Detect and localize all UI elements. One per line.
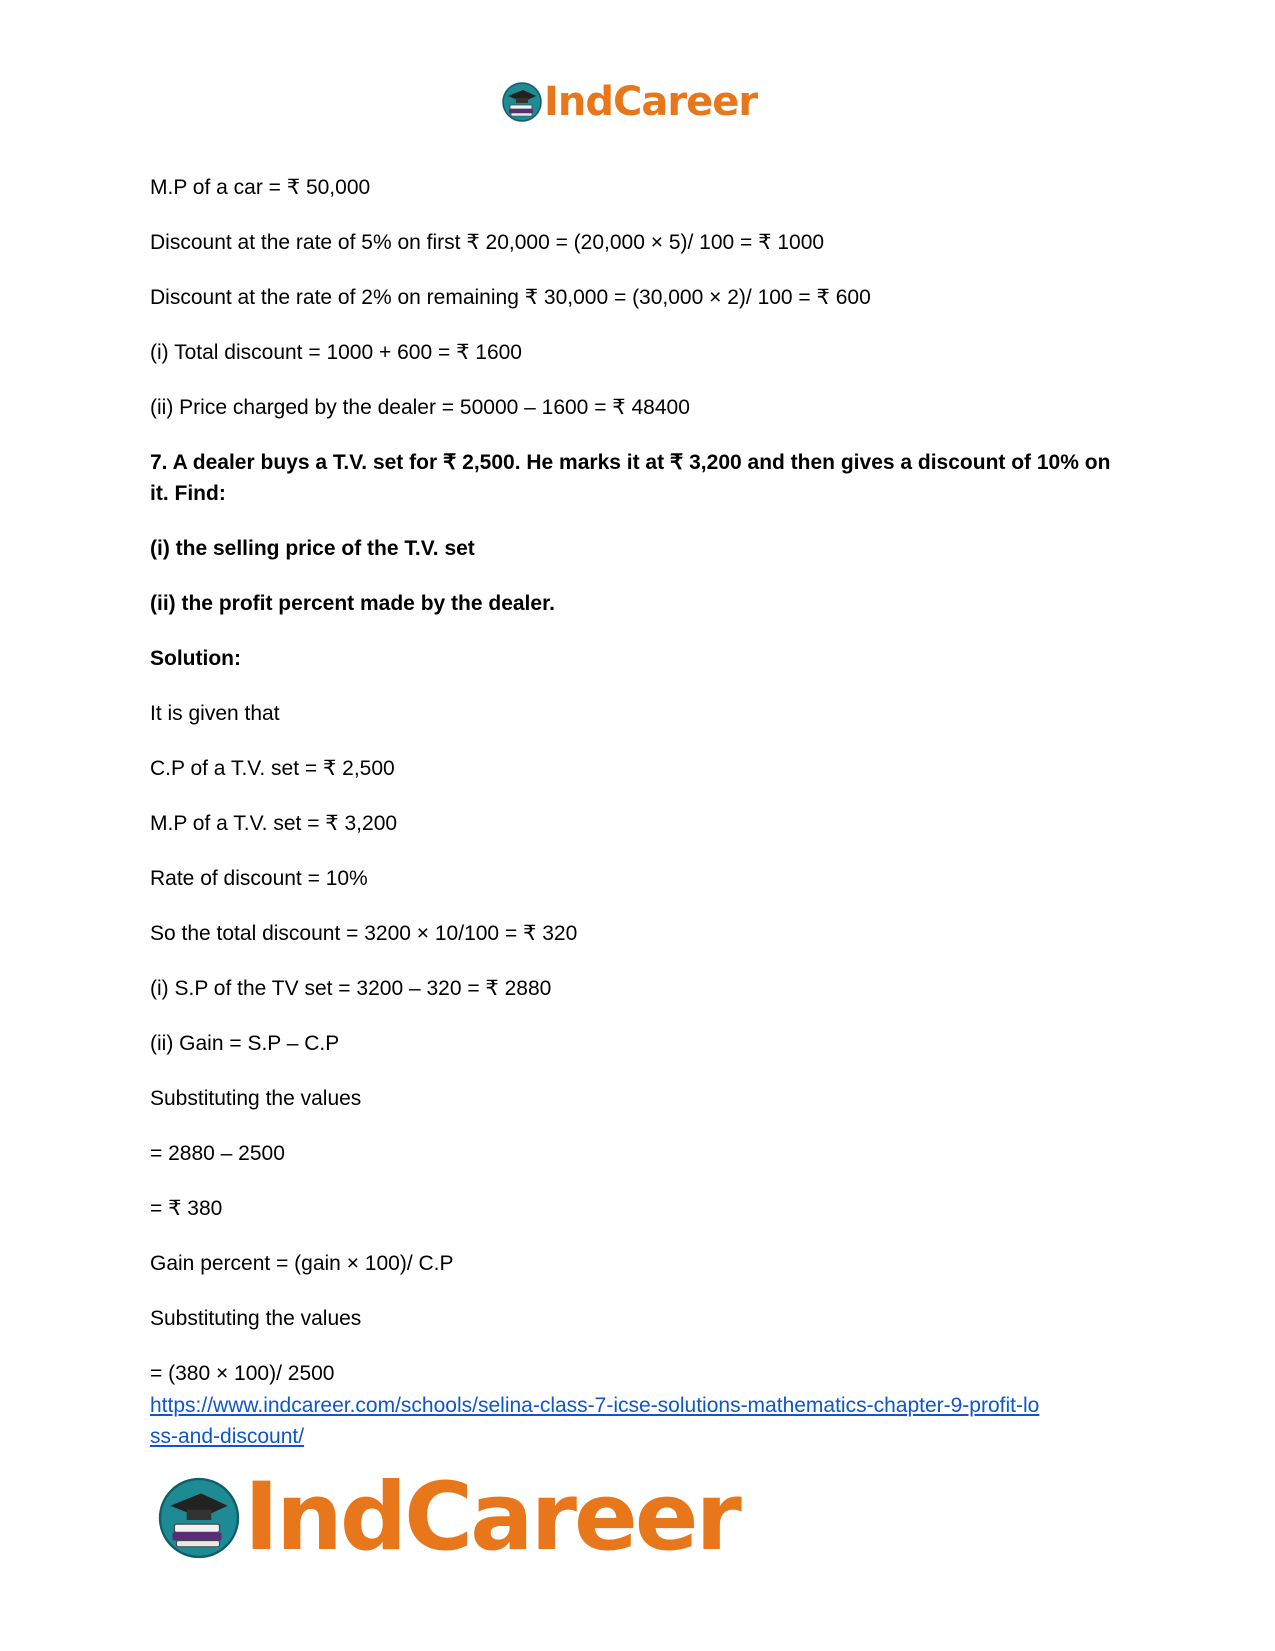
graduation-book-icon xyxy=(158,1477,240,1559)
source-link-line-1: https://www.indcareer.com/schools/selina-class-7-icse-solutions-mathematics-chapter-9-profit-lo xyxy=(150,1394,1040,1417)
document-body xyxy=(150,172,1130,1413)
header-logo xyxy=(502,78,757,126)
text-line: C.P of a T.V. set = ₹ 2,500 xyxy=(150,757,395,780)
text-line: (i) S.P of the TV set = 3200 – 320 = ₹ 2880 xyxy=(150,977,552,1000)
text-line: (ii) Price charged by the dealer = 50000 – 1600 = ₹ 48400 xyxy=(150,396,690,419)
text-line: = ₹ 380 xyxy=(150,1197,223,1220)
text-line: = 2880 – 2500 xyxy=(150,1142,285,1165)
text-line: Discount at the rate of 2% on remaining ₹ 30,000 = (30,000 × 2)/ 100 = ₹ 600 xyxy=(150,286,871,309)
text-line: (ii) Gain = S.P – C.P xyxy=(150,1032,340,1055)
question-part-ii: (ii) the profit percent made by the dealer. xyxy=(150,592,555,615)
text-line: M.P of a car = ₹ 50,000 xyxy=(150,176,371,199)
source-link[interactable] xyxy=(150,1390,1140,1452)
text-line: Gain percent = (gain × 100)/ C.P xyxy=(150,1252,454,1275)
text-line: Substituting the values xyxy=(150,1087,362,1110)
question-part-i: (i) the selling price of the T.V. set xyxy=(150,537,475,560)
solution-heading: Solution: xyxy=(150,647,241,670)
text-line: Substituting the values xyxy=(150,1307,362,1330)
graduation-book-icon xyxy=(502,82,542,122)
logo-text: IndCareer xyxy=(544,79,758,125)
logo-text: IndCareer xyxy=(244,1463,739,1572)
text-line: It is given that xyxy=(150,702,280,725)
source-link-line-2: ss-and-discount/ xyxy=(150,1425,305,1448)
text-line: So the total discount = 3200 × 10/100 = ₹ 320 xyxy=(150,922,578,945)
footer-logo xyxy=(158,1463,739,1572)
text-line: (i) Total discount = 1000 + 600 = ₹ 1600 xyxy=(150,341,522,364)
text-line: = (380 × 100)/ 2500 xyxy=(150,1362,335,1385)
text-line: Rate of discount = 10% xyxy=(150,867,368,890)
text-line: M.P of a T.V. set = ₹ 3,200 xyxy=(150,812,398,835)
text-line: Discount at the rate of 5% on first ₹ 20,000 = (20,000 × 5)/ 100 = ₹ 1000 xyxy=(150,231,825,254)
question-heading: 7. A dealer buys a T.V. set for ₹ 2,500. He marks it at ₹ 3,200 and then gives a discount of 10% on it. Find: xyxy=(150,451,1117,505)
